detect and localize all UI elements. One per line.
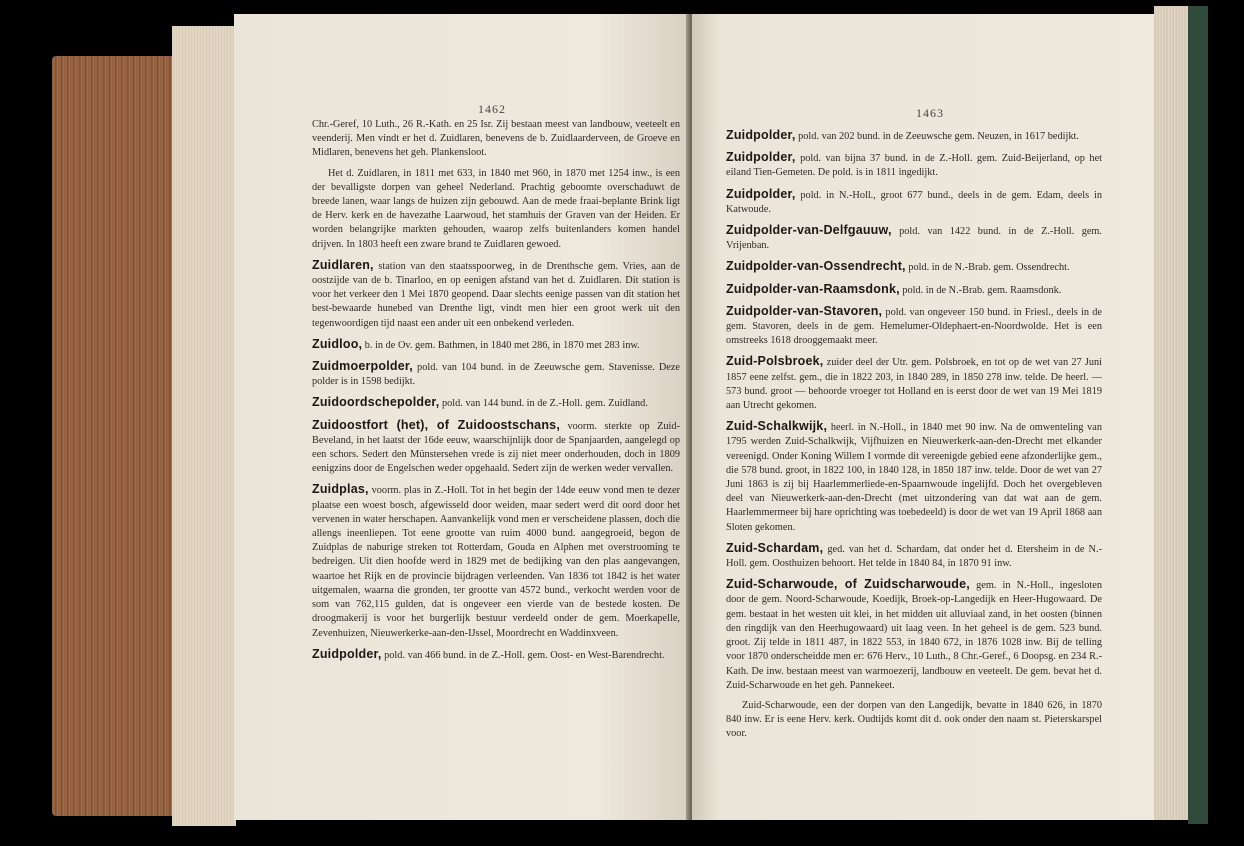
headword: Zuid-Schalkwijk, bbox=[726, 419, 828, 434]
headword: Zuidpolder, bbox=[312, 646, 382, 661]
entry-text: pold. in de N.-Brab. gem. Raamsdonk. bbox=[899, 284, 1062, 296]
left-page bbox=[234, 14, 688, 820]
entry-text: ged. van het d. Schardam, dat onder het d. Etersheim in de N.-Holl. gem. Oosthuizen behoort. Het telde in 1840 84, in 1870 91 inw. bbox=[726, 543, 1102, 570]
entry-text: pold. in N.-Holl., groot 677 bund., deels in de gem. Edam, deels in Katwoude. bbox=[726, 189, 1102, 215]
headword: Zuidpolder, bbox=[726, 150, 796, 165]
entry-text: pold. van 144 bund. in de Z.-Holl. gem. Zuidland. bbox=[439, 398, 648, 410]
entry-text: station van den staatsspoorweg, in de Drenthsche gem. Vries, aan de oostzijde van de b. Tinarloo, en op eenigen afstand van het d. Zuidlaren. Dit station is voor het verkeer den 1 Mei 1870 geopend. Daar slechts eenige passen van dit station het best-bewaarde hunebed van Drenthe ligt, vindt men hier een groot werk uit den tegenwoordigen tijd naast een ander uit een onbekend verleden. bbox=[312, 260, 680, 329]
entry bbox=[312, 395, 680, 411]
entry bbox=[312, 337, 680, 353]
open-book bbox=[38, 6, 1208, 826]
entry-text: gem. in N.-Holl., ingesloten door de gem. Noord-Scharwoude, Koedijk, Broek-op-Langedijk en Heer-Hugowaard. De gem. bestaat in het westen uit klei, in het midden uit alluviaal zand, in het oosten (binnen den ringdijk van den Heerhugowaard) uit laag veen. In het geheel is de gem. 523 bund. groot. Zij telde in 1811 487, in 1822 553, in 1840 672, in 1876 1028 inw. Bij de telling voor 1870 onderscheidde men er: 676 Herv., 10 Luth., 8 Chr.-Geref., 6 Doopsg. en 234 R.-Kath. De inw. bestaan meest van warmoezerij, landbouw en veeteelt. De gem. bevat het d. Zuid-Scharwoude en het geh. Pannekeet. bbox=[726, 580, 1103, 691]
entry-text: zuider deel der Utr. gem. Polsbroek, en tot op de wet van 27 Juni 1857 eene zelfst. gem., die in 1822 203, in 1840 289, in 1850 278 inw. telde. De heerl. — 573 bund. groot — behoorde vroeger tot Holland en is eerst door de wet van 19 Mei 1819 aan Utrecht gekomen. bbox=[726, 357, 1102, 412]
entry-text: Chr.-Geref, 10 Luth., 26 R.-Kath. en 25 Isr. Zij bestaan meest van landbouw, veeteelt en veenderij. Men vindt er het d. Zuidlaren, benevens de b. Zuidlaarderveen, de Groeve en Midlaren, benevens het geh. Plankensloot. bbox=[312, 119, 680, 159]
headword: Zuidpolder-van-Stavoren, bbox=[726, 303, 883, 318]
entry bbox=[312, 359, 680, 389]
entry-text: pold. in de N.-Brab. gem. Ossendrecht. bbox=[905, 262, 1070, 274]
entry bbox=[726, 699, 1102, 742]
entry-text: voorm. plas in Z.-Holl. Tot in het begin der 14de eeuw vond men te dezer plaatse een woest bosch, afgewisseld door weiden, maar sedert werd dit oord door het vervenen in water herschapen. Aanvankelijk vond men er verscheidene plassen, doch die allengs ineenliepen. Tot eene grootte van ruim 4000 bund. aangegroeid, begon de Zuidplas de naburige streken tot Rotterdam, Gouda en Alphen met overstrooming te bedreigen. Uit dien hoofde werd in 1829 met de bedijking van den plas aangevangen, waartoe het Rijk en de provincie bijdragen verleenden. Van 1836 tot 1842 is het water uitgemalen, waarna die gronden, ter grootte van 4572 bund., verkocht werden voor de som van 762,115 gulden, dat is ongeveer een vierde van de bestede kosten. De droogmakerij is voor het burgerlijk bestuur verdeeld onder de gem. Moerkapelle, Zevenhuizen, Nieuwerkerke-aan-den-IJssel, Moordrecht en Waddinxveen. bbox=[312, 485, 680, 639]
headword: Zuidpolder-van-Ossendrecht, bbox=[726, 259, 906, 274]
book-cover-right bbox=[1188, 6, 1208, 824]
headword: Zuid-Polsbroek, bbox=[726, 354, 824, 369]
entry bbox=[312, 647, 680, 663]
entry bbox=[312, 418, 680, 477]
headword: Zuid-Scharwoude, of Zuidscharwoude, bbox=[726, 577, 970, 592]
entry bbox=[726, 223, 1102, 253]
entry-text: pold. van 202 bund. in de Zeeuwsche gem. Neuzen, in 1617 bedijkt. bbox=[795, 131, 1079, 142]
headword: Zuidlaren, bbox=[312, 257, 374, 272]
entry-text: Zuid-Scharwoude, een der dorpen van den Langedijk, bevatte in 1840 626, in 1870 840 inw. Er is eene Herv. kerk. Oudtijds komt dit d. ook onder den naam st. Pieterskarspel voor. bbox=[726, 699, 1102, 740]
entry bbox=[726, 304, 1102, 349]
entry bbox=[312, 118, 680, 161]
page-number: 1462 bbox=[478, 102, 506, 116]
entry bbox=[726, 128, 1102, 144]
entry-text: pold. van 466 bund. in de Z.-Holl. gem. Oost- en West-Barendrecht. bbox=[381, 649, 665, 661]
headword: Zuidpolder, bbox=[726, 186, 796, 201]
entry bbox=[312, 167, 680, 252]
entry-text: voorm. sterkte op Zuid-Beveland, in het laatst der 16de eeuw, waarschijnlijk door de Spanjaarden, aangelegd op een schors. Sedert den Münstersehen vrede is zij niet meer onderhouden, doch in 1809 eenigzins door de Engelschen weder opgehaald. Sedert zijn de werken weder vervallen. bbox=[312, 420, 680, 475]
entry bbox=[312, 482, 680, 640]
page-number: 1463 bbox=[916, 106, 944, 120]
left-page-text bbox=[312, 118, 680, 669]
right-page-text bbox=[726, 128, 1102, 748]
entry bbox=[726, 259, 1102, 275]
entry bbox=[726, 282, 1102, 298]
right-page bbox=[692, 14, 1154, 820]
entry-text: heerl. in N.-Holl., in 1840 met 90 inw. Na de omwenteling van 1795 werden Zuid-Schalkwijk, Vijfhuizen en Nieuwerkerk-aan-den-Drecht met elkander vereenigd. Onder Koning Willem I vormde dit vereenigde gebied eene afzonderlijke gem., die 578 bund. groot, in 1822 100, in 1840 128, in 1850 187 inw. telde. Door de wet van 27 Juni 1863 is zij bij Haarlemmerliede-en-Spaarnwoude ingelijfd. Doch het overgebleven deel van Nieuwerkerk-aan-den-Drecht (met uitzondering van dat wat aan de gem. Haarlemmermeer bij hare oprichting was toebedeeld) is door de wet van 19 April 1868 aan Sloten gekomen. bbox=[726, 422, 1102, 533]
headword: Zuidpolder-van-Raamsdonk, bbox=[726, 281, 900, 296]
entry-text: b. in de Ov. gem. Bathmen, in 1840 met 286, in 1870 met 283 inw. bbox=[362, 339, 640, 351]
headword: Zuidloo, bbox=[312, 336, 363, 351]
headword: Zuidplas, bbox=[312, 482, 369, 497]
entry bbox=[726, 419, 1102, 535]
entry-text: pold. van 1422 bund. in de Z.-Holl. gem. Vrijenban. bbox=[726, 226, 1102, 252]
entry bbox=[726, 541, 1102, 571]
headword: Zuidpolder, bbox=[726, 128, 796, 142]
book-edge-left bbox=[52, 56, 172, 816]
entry bbox=[312, 258, 680, 331]
entry bbox=[726, 187, 1102, 217]
page-block-left bbox=[172, 26, 236, 826]
entry-text: pold. van bijna 37 bund. in de Z.-Holl. gem. Zuid-Beijerland, op het eiland Tien-Gemeten. De pold. is in 1811 ingedijkt. bbox=[726, 153, 1102, 179]
headword: Zuidmoerpolder, bbox=[312, 359, 413, 374]
entry bbox=[726, 354, 1102, 413]
headword: Zuidoostfort (het), of Zuidoostschans, bbox=[312, 417, 560, 432]
entry bbox=[726, 150, 1102, 180]
entry-text: pold. van ongeveer 150 bund. in Friesl., deels in de gem. Stavoren, deels in de gem. Hemelumer-Oldephaert-en-Noordwolde. Het is een omstreeks 1618 drooggemaakt meer. bbox=[726, 306, 1102, 347]
headword: Zuidpolder-van-Delfgauuw, bbox=[726, 223, 892, 238]
entry bbox=[726, 577, 1102, 693]
headword: Zuidoordschepolder, bbox=[312, 395, 440, 410]
entry-text: Het d. Zuidlaren, in 1811 met 633, in 1840 met 960, in 1870 met 1254 inw., is een der bevalligste dorpen van geheel Nederland. Prachtig geboomte overschaduwt de breede lanen, waar langs de huizen zijn gebouwd. Aan de mede fraai-beplante Brink ligt de Herv. kerk en de havezathe Laarwoud, het stamhuis der Graven van der Heiden. Er worden belangrijke markten gehouden, waarop zelfs buitenlanders komen handel drijven. In 1803 heeft een zware brand te Zuidlaren gewoed. bbox=[312, 167, 680, 250]
entry-text: pold. van 104 bund. in de Zeeuwsche gem. Stavenisse. Deze polder is in 1598 bedijkt. bbox=[312, 362, 680, 388]
headword: Zuid-Schardam, bbox=[726, 540, 824, 555]
